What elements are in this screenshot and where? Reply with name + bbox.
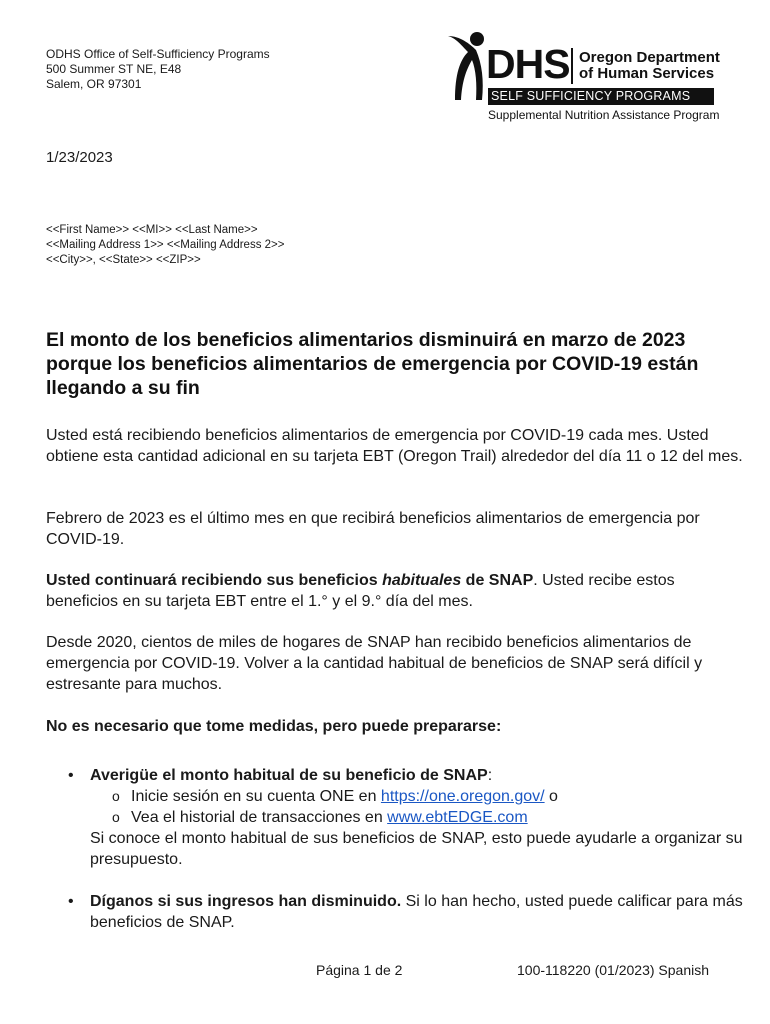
recipient-line-2: <<Mailing Address 1>> <<Mailing Address 2>> xyxy=(46,239,285,251)
logo-org-line-2: of Human Services xyxy=(579,65,715,82)
bullet-icon: • xyxy=(68,893,74,910)
sub-bullet-icon: o xyxy=(112,788,120,804)
paragraph-2: Febrero de 2023 es el último mes en que recibirá beneficios alimentarios de emergencia por COVID-19. xyxy=(46,510,700,548)
p3-bold-b: de SNAP xyxy=(461,572,534,589)
bullet-icon: • xyxy=(68,767,74,784)
page-number: Página 1 de 2 xyxy=(316,962,403,978)
sender-line-2: 500 Summer ST NE, E48 xyxy=(46,62,182,76)
one-oregon-link[interactable]: https://one.oregon.gov/ xyxy=(380,788,545,805)
paragraph-3 xyxy=(46,570,746,612)
sub-list-item xyxy=(112,786,746,807)
sub1-after: o xyxy=(544,788,558,805)
action-list xyxy=(46,765,746,933)
item1-after: : xyxy=(487,767,493,784)
item1-note: Si conoce el monto habitual de sus beneficios de SNAP, esto puede ayudarle a organizar su presupuesto. xyxy=(90,830,743,868)
paragraph-1: Usted está recibiendo beneficios alimentarios de emergencia por COVID-19 cada mes. Usted obtiene esta cantidad adicional en su tarjeta EBT (Oregon Trail) alrededor del día 11 o 12 del mes. xyxy=(46,427,743,465)
sender-line-3: Salem, OR 97301 xyxy=(46,77,142,91)
letter-date: 1/23/2023 xyxy=(46,149,113,166)
sub1-text: Inicie sesión en su cuenta ONE en xyxy=(131,788,381,805)
paragraph-5: No es necesario que tome medidas, pero puede prepararse: xyxy=(46,718,502,735)
item1-bold: Averigüe el monto habitual de su beneficio de SNAP xyxy=(90,767,488,784)
ebtedge-link[interactable]: www.ebtEDGE.com xyxy=(387,809,528,826)
p3-bold-a: Usted continuará recibiendo sus beneficios xyxy=(46,572,383,589)
list-item xyxy=(46,891,746,933)
sub-list xyxy=(90,786,746,828)
logo-org-line-1: Oregon Department xyxy=(579,49,720,66)
item2-bold: Díganos si sus ingresos han disminuido. xyxy=(90,893,402,910)
sender-line-1: ODHS Office of Self-Sufficiency Programs xyxy=(46,47,270,61)
list-item xyxy=(46,765,746,870)
sub2-text: Vea el historial de transacciones en xyxy=(131,809,388,826)
recipient-line-1: <<First Name>> <<MI>> <<Last Name>> xyxy=(46,224,258,236)
sender-address xyxy=(46,47,270,92)
p3-rest: . Usted recibe estos beneficios en su tarjeta EBT entre el 1.° y el 9.° día del mes. xyxy=(46,572,675,610)
recipient-line-3: <<City>>, <<State>> <<ZIP>> xyxy=(46,254,201,266)
paragraph-4: Desde 2020, cientos de miles de hogares de SNAP han recibido beneficios alimentarios de emergencia por COVID-19. Volver a la cantidad habitual de beneficios de SNAP será difícil y estresante para muchos. xyxy=(46,634,703,693)
logo-org-name xyxy=(579,50,720,82)
logo-acronym: DHS xyxy=(486,41,570,87)
human-figure-icon xyxy=(446,30,490,102)
letter-title: El monto de los beneficios alimentarios disminuirá en marzo de 2023 porque los beneficios alimentarios de emergencia por COVID-19 están llegando a su fin xyxy=(46,329,699,399)
p3-bold-italic: habituales xyxy=(382,572,462,589)
form-number: 100-118220 (01/2023) Spanish xyxy=(517,962,710,978)
logo-divider xyxy=(571,48,573,84)
dhs-logo xyxy=(446,30,746,126)
recipient-address xyxy=(46,223,284,268)
sub-bullet-icon: o xyxy=(112,809,120,825)
logo-program: Supplemental Nutrition Assistance Program xyxy=(488,108,720,122)
logo-band: SELF SUFFICIENCY PROGRAMS xyxy=(488,88,714,105)
sub-list-item xyxy=(112,807,746,828)
item2-rest: Si lo han hecho, usted puede calificar para más beneficios de SNAP. xyxy=(90,893,743,931)
